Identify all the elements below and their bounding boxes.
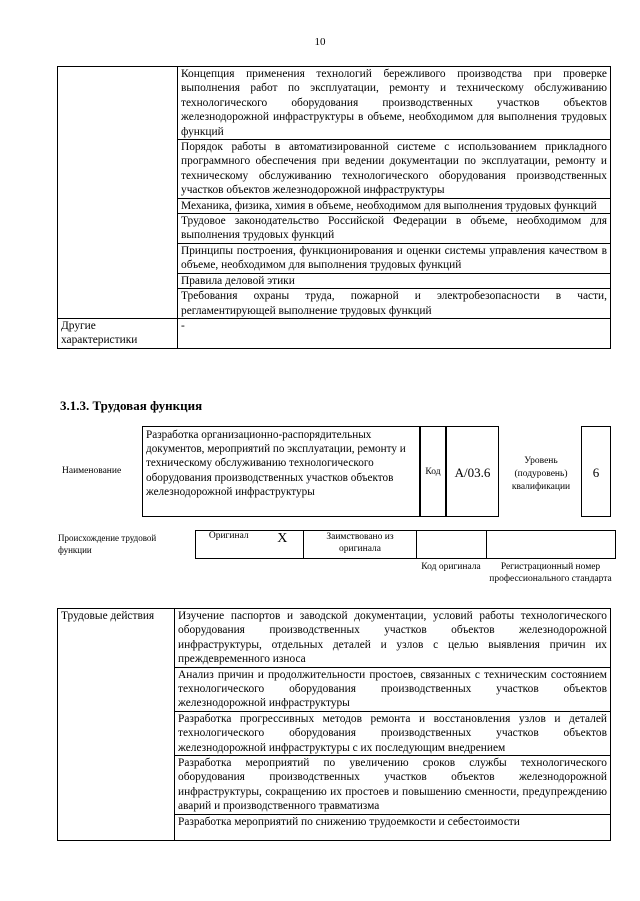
qualification-level-value: 6 xyxy=(581,426,611,517)
function-name-value: Разработка организационно-распорядительных документов, мероприятий по эксплуатации, ремонту и техническому обслуживанию технологического оборудования производственных участков объектов железнодорожной инфраструктуры xyxy=(142,426,420,517)
table-row xyxy=(58,318,611,348)
labor-action-item: Разработка мероприятий по увеличению сроков службы технологического оборудования производственных участков объектов железнодорожной инфраструктуры, сокращению их простоев и повышению сменности, предупреждению аварий и производственного травматизма xyxy=(175,756,611,815)
other-characteristics-value: - xyxy=(178,318,611,348)
code-original-caption: Код оригинала xyxy=(421,562,481,572)
knowledge-item: Требования охраны труда, пожарной и электробезопасности в части, регламентирующей выполнение трудовых функций xyxy=(178,289,611,319)
registration-number-cell xyxy=(487,531,616,559)
knowledge-item: Механика, физика, химия в объеме, необходимом для выполнения трудовых функций xyxy=(178,198,611,213)
labor-action-item: Разработка мероприятий по снижению трудоемкости и себестоимости xyxy=(175,814,611,840)
labor-action-item: Анализ причин и продолжительности простоев, связанных с техническим состоянием технологического оборудования производственных участков объектов железнодорожной инфраструктуры xyxy=(175,667,611,711)
labor-action-item: Изучение паспортов и заводской документации, условий работы технологического оборудования производственных участков объектов железнодорожной инфраструктуры, отдельных деталей и узлов с целью выявления причин их преждевременного износа xyxy=(175,609,611,668)
registration-number-caption: Регистрационный номер профессионального стандарта xyxy=(489,562,612,584)
row-label-empty xyxy=(58,67,178,319)
labor-actions-table xyxy=(57,608,611,841)
origin-label: Происхождение трудовой функции xyxy=(58,533,157,555)
page-number: 10 xyxy=(314,36,326,48)
original-code-cell xyxy=(417,531,487,559)
table-row xyxy=(196,531,616,559)
table-row xyxy=(58,609,611,668)
table-row xyxy=(58,67,611,140)
code-label: Код xyxy=(420,426,446,517)
qualification-level-label: Уровень (подуровень) квалификации xyxy=(511,456,571,492)
knowledge-table xyxy=(57,66,611,349)
code-value: А/03.6 xyxy=(446,426,499,517)
knowledge-item: Трудовое законодательство Российской Федерации в объеме, необходимом для выполнения трудовых функций xyxy=(178,214,611,244)
origin-table xyxy=(195,530,616,559)
labor-actions-label: Трудовые действия xyxy=(58,609,175,841)
section-heading: 3.1.3. Трудовая функция xyxy=(60,398,203,413)
borrowed-label: Заимствовано из оригинала xyxy=(304,531,417,559)
original-label: Оригинал xyxy=(196,531,262,559)
knowledge-item: Порядок работы в автоматизированной системе с использованием прикладного программного обеспечения при ведении документации по эксплуатации, ремонту и техническому обслуживанию технологического оборудования производственных участков объектов железнодорожной инфраструктуры xyxy=(178,140,611,199)
knowledge-item: Принципы построения, функционирования и оценки системы управления качеством в объеме, необходимом для выполнения трудовых функций xyxy=(178,243,611,273)
knowledge-item: Концепция применения технологий бережливого производства при проверке выполнения работ по эксплуатации, ремонту и техническому обслуживанию технологического оборудования производственных участков объектов железнодорожной инфраструктуры в объеме, необходимом для выполнения трудовых функций xyxy=(178,67,611,140)
knowledge-item: Правила деловой этики xyxy=(178,273,611,288)
original-mark: X xyxy=(262,531,304,559)
other-characteristics-label: Другие характеристики xyxy=(58,318,178,348)
labor-action-item: Разработка прогрессивных методов ремонта и восстановления узлов и деталей технологического оборудования производственных участков объектов железнодорожной инфраструктуры с их последующим внедрением xyxy=(175,711,611,755)
name-label: Наименование xyxy=(62,466,122,476)
